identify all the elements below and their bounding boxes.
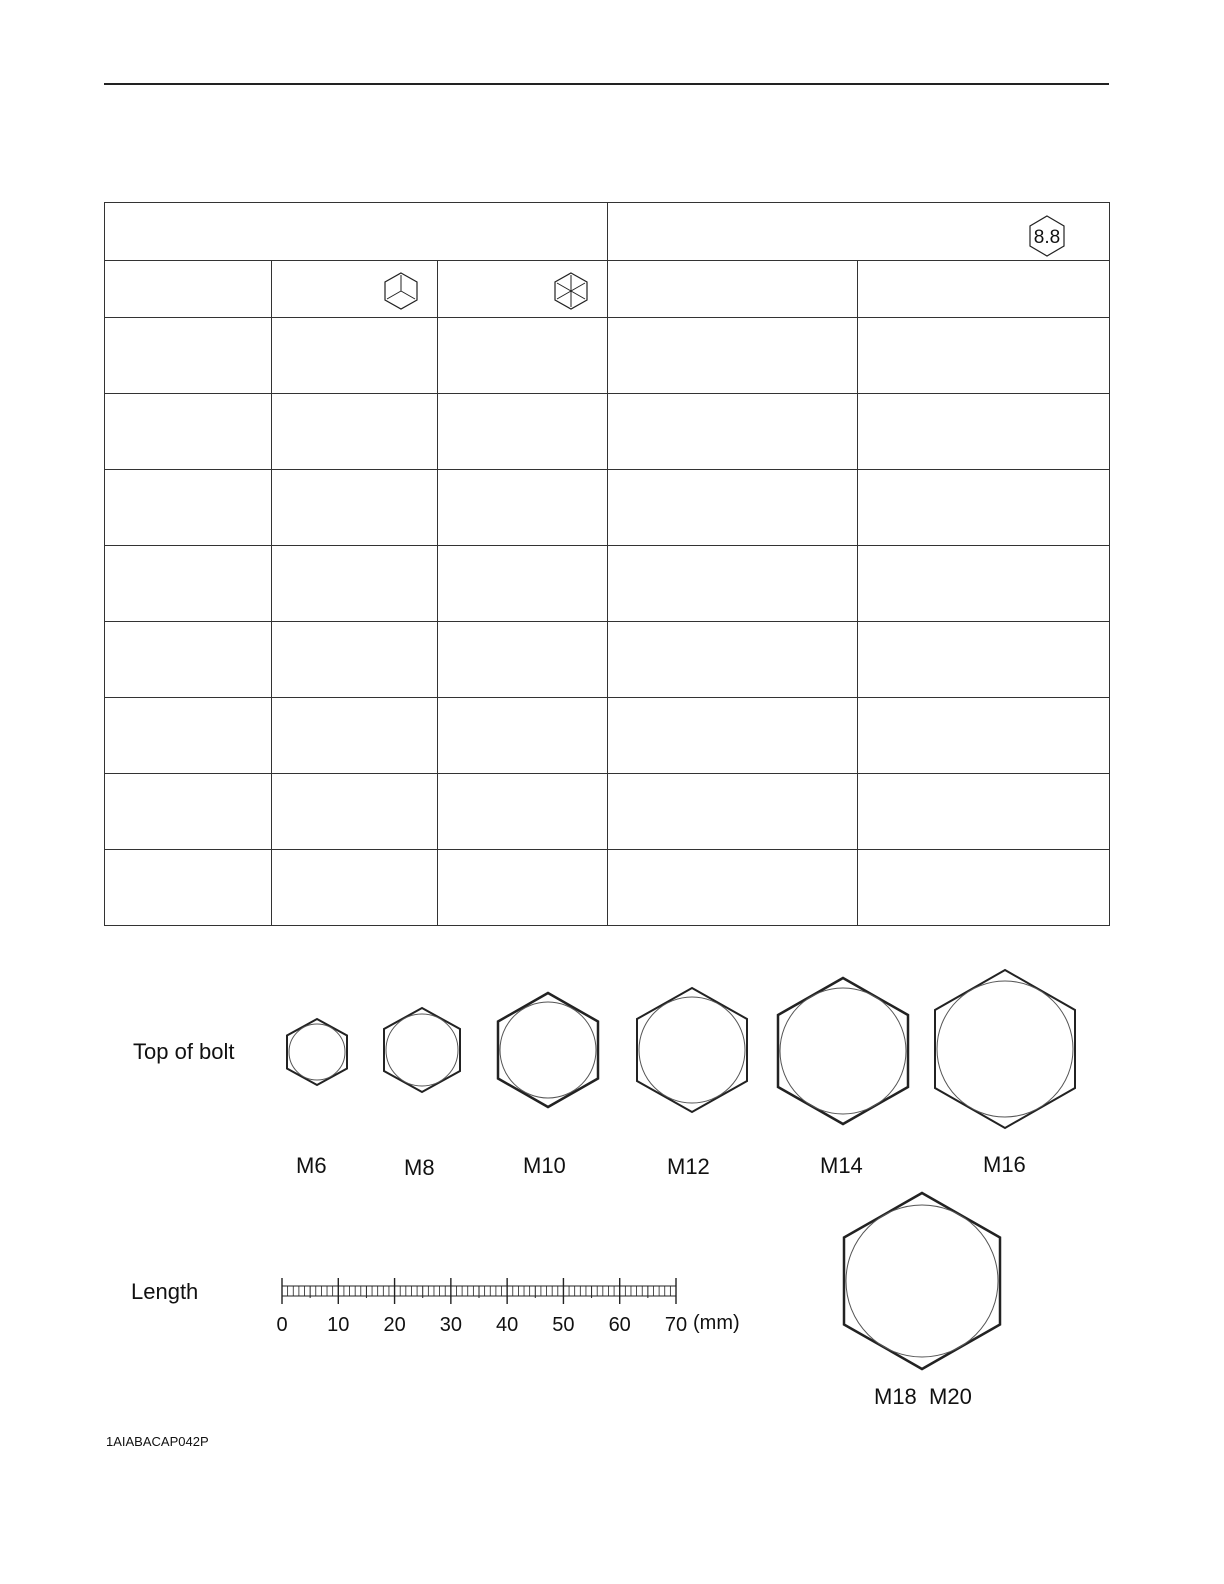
header-cell-mark-group xyxy=(105,203,608,261)
length-ruler xyxy=(270,1272,760,1342)
bolt-head-m8-icon xyxy=(383,1007,461,1093)
table-row xyxy=(105,470,1110,546)
top-of-bolt-label: Top of bolt xyxy=(133,1039,235,1064)
three-line-head-mark-icon xyxy=(383,271,419,311)
figure-code: 1AIABACAP042P xyxy=(106,1434,209,1449)
table-row xyxy=(105,698,1110,774)
ruler-tick-label: 50 xyxy=(552,1314,575,1336)
table-row xyxy=(105,318,1110,394)
header-cell-size xyxy=(105,261,272,318)
bolt-head-m6-icon xyxy=(286,1018,348,1086)
table-row xyxy=(105,394,1110,470)
size-label-m10: M10 xyxy=(523,1153,566,1178)
ruler-tick-label: 20 xyxy=(383,1314,406,1336)
size-label-m8: M8 xyxy=(404,1155,435,1180)
bolt-head-m14-icon xyxy=(777,977,909,1125)
ruler-tick-label: 10 xyxy=(327,1314,350,1336)
bolt-torque-table xyxy=(104,202,1110,926)
six-line-head-mark-icon xyxy=(553,271,589,311)
bolt-head-m18-m20-icon xyxy=(843,1192,1001,1370)
ruler-tick-label: 70 xyxy=(664,1314,688,1336)
table-row xyxy=(105,546,1110,622)
size-label-m6: M6 xyxy=(296,1153,327,1178)
length-label: Length xyxy=(131,1279,199,1304)
table-header-row-1 xyxy=(105,203,1110,261)
header-cell-col-4 xyxy=(608,261,858,318)
grade-8-8-mark-icon xyxy=(1027,214,1067,258)
ruler-tick-label: 60 xyxy=(608,1314,631,1336)
ruler-unit-label: (mm) xyxy=(693,1312,740,1334)
size-label-m16: M16 xyxy=(983,1152,1026,1177)
table-row xyxy=(105,850,1110,926)
bolt-head-m10-icon xyxy=(497,992,599,1108)
size-label-m18-m20: M18 M20 xyxy=(874,1384,972,1409)
ruler-scale xyxy=(282,1278,676,1304)
grade-8-8-text: 8.8 xyxy=(1033,227,1061,248)
header-cell-8-8-group xyxy=(608,203,1110,261)
header-rule xyxy=(104,83,1109,85)
header-cell-col-5 xyxy=(858,261,1110,318)
ruler-tick-label: 0 xyxy=(276,1314,288,1336)
table-row xyxy=(105,622,1110,698)
size-label-m14: M14 xyxy=(820,1153,863,1178)
table-header-row-2 xyxy=(105,261,1110,318)
ruler-tick-label: 30 xyxy=(439,1314,463,1336)
ruler-tick-label: 40 xyxy=(495,1314,519,1336)
table-row xyxy=(105,774,1110,850)
size-label-m12: M12 xyxy=(667,1154,710,1179)
bolt-head-m12-icon xyxy=(636,987,748,1113)
header-cell-6-line-mark xyxy=(438,261,608,318)
header-cell-3-line-mark xyxy=(272,261,438,318)
bolt-head-m16-icon xyxy=(934,969,1076,1129)
